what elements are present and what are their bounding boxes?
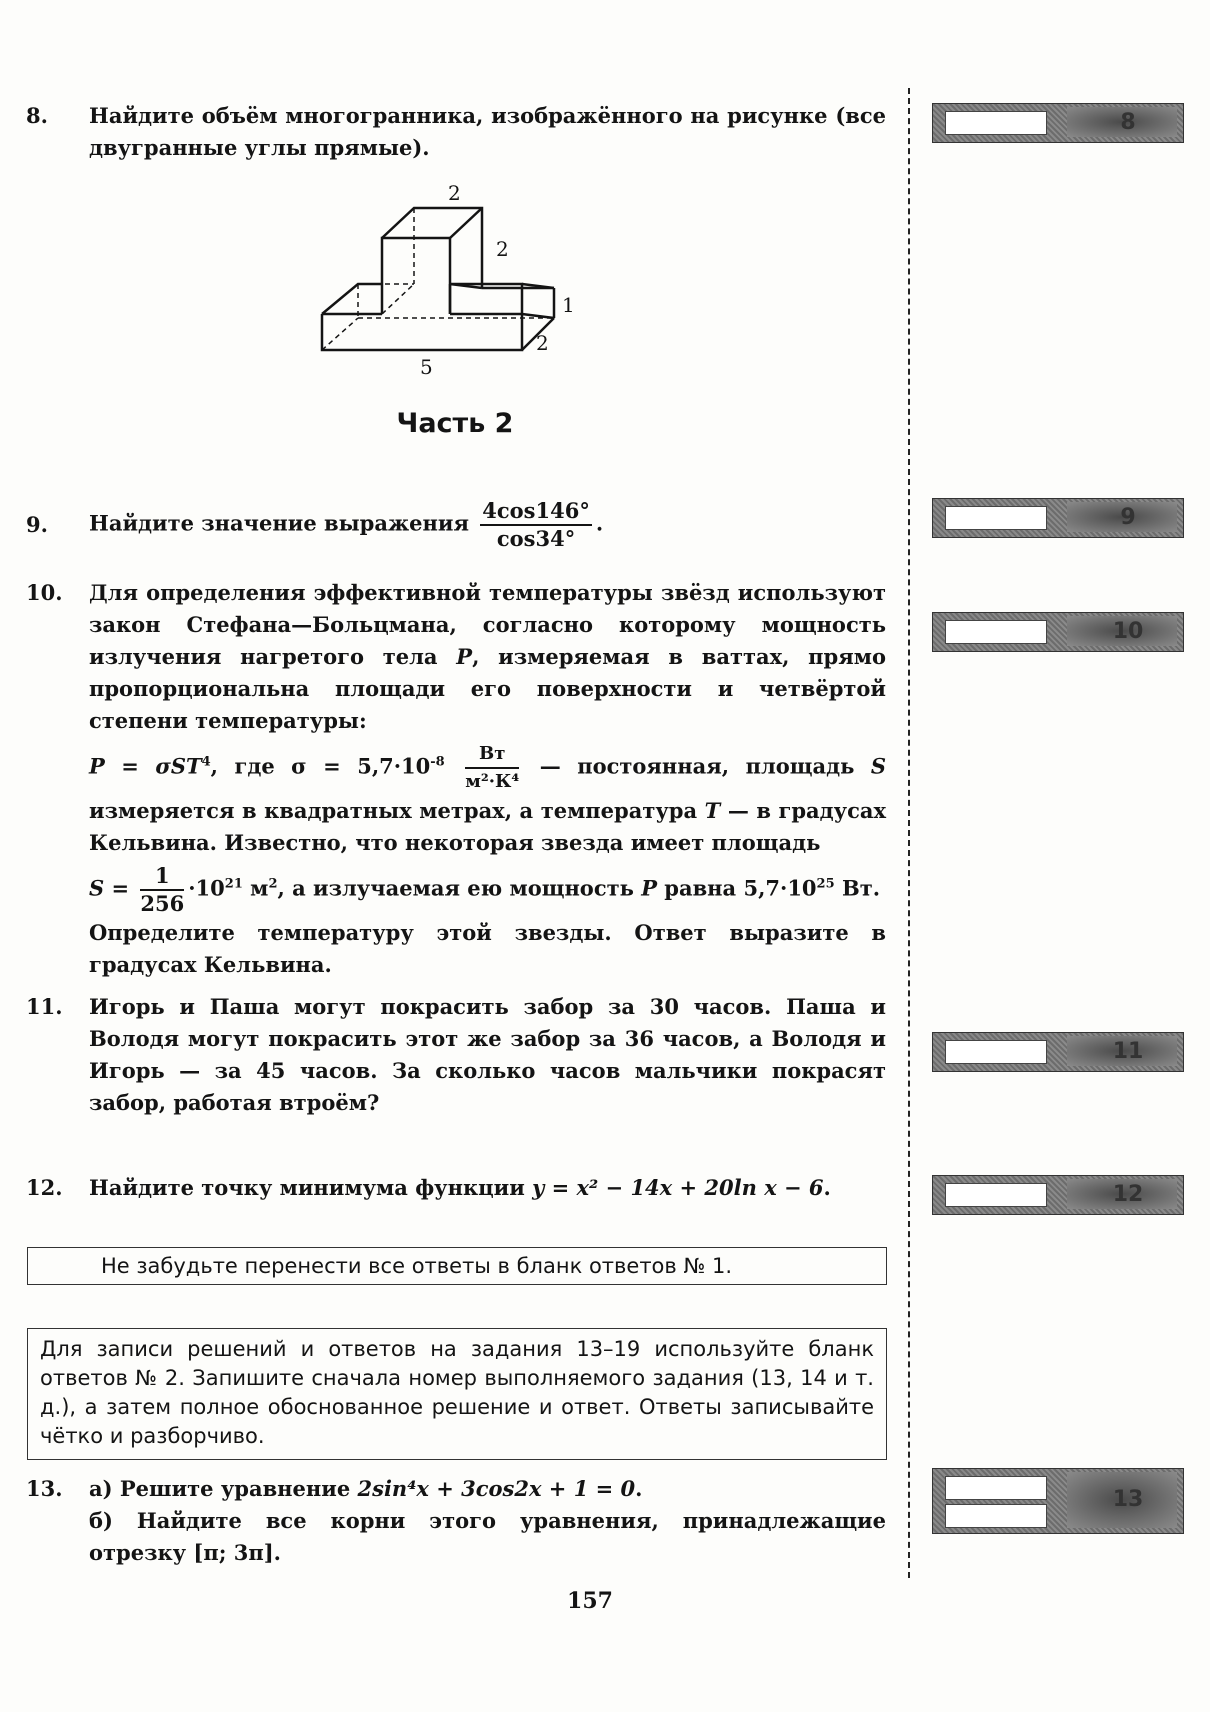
sigma-value: , где σ = 5,7·10 [210, 753, 431, 779]
var-p: P [456, 644, 473, 669]
question-9-fraction [480, 498, 592, 552]
formula-exp: 4 [201, 754, 211, 770]
question-9-label: Найдите значение выражения [89, 510, 469, 536]
polyhedron-figure [300, 176, 580, 376]
answer-box-12[interactable] [932, 1175, 1184, 1215]
question-9-number: 9. [26, 512, 48, 537]
answer-box-label: 9 [1120, 505, 1136, 530]
q10-area: измеряется в квадратных метрах, а температура [89, 798, 698, 823]
label-length: 5 [420, 355, 433, 376]
q10-power-value: равна 5,7·10 [664, 875, 817, 901]
part-2-heading: Часть 2 [396, 408, 514, 439]
sigma-exp: -8 [430, 754, 445, 770]
answer-box-10[interactable] [932, 612, 1184, 652]
question-8-number: 8. [26, 103, 48, 128]
s-unit: м [242, 875, 269, 901]
answer-box-label: 13 [1112, 1487, 1144, 1512]
q13-equation: 2sin⁴x + 3cos2x + 1 = 0 [357, 1476, 636, 1501]
question-10-text [89, 577, 886, 981]
answer-box-8[interactable] [932, 103, 1184, 143]
s-fraction [140, 863, 184, 917]
q13-a-label: а) Решите уравнение [89, 1476, 351, 1501]
var-s: S [870, 753, 886, 779]
q10-intro-cont: , измеряемая в ваттах, прямо пропорциональна площади его поверхности и четвёртой степени температуры: [89, 644, 886, 733]
fraction-numerator: 4cos146° [480, 498, 592, 526]
page-number: 157 [567, 1588, 613, 1614]
s-unit-exp: 2 [268, 876, 278, 892]
period: . [635, 1476, 643, 1501]
answer-box-11[interactable] [932, 1032, 1184, 1072]
notice-answer-form-2: Для записи решений и ответов на задания 13–19 используйте бланк ответов № 2. Запишите сначала номер выполняемого задания (13, 14 и т. д.), а затем полное обоснованное решение и ответ. Ответы записывайте чётко и разборчиво. [27, 1328, 887, 1460]
s-lhs: S = [89, 875, 130, 901]
question-10-number: 10. [26, 580, 63, 605]
label-top: 2 [448, 181, 461, 205]
fraction-denominator: cos34° [496, 526, 576, 551]
answer-box-label: 11 [1112, 1039, 1144, 1064]
p-exp: 25 [816, 876, 835, 892]
q10-power: , а излучаемая ею мощность [277, 875, 634, 901]
label-tower-height: 2 [496, 237, 509, 261]
s-numerator: 1 [140, 863, 184, 891]
label-depth: 2 [536, 331, 549, 355]
s-exp: 21 [224, 876, 243, 892]
question-11-number: 11. [26, 994, 63, 1019]
q12-label: Найдите точку минимума функции [89, 1175, 525, 1200]
question-11-text: Игорь и Паша могут покрасить забор за 30 часов. Паша и Володя могут покрасить этот же забор за 36 часов, а Володя и Игорь — за 45 часов. За сколько часов мальчики покрасят забор, работая втроём? [89, 994, 886, 1115]
q10-task: Определите температуру этой звезды. Ответ выразите в градусах Кельвина. [89, 920, 886, 977]
q10-intro: Для определения эффективной температуры звёзд используют закон Стефана—Больцмана, согласно которому мощность излучения нагретого тела [89, 580, 886, 669]
sigma-unit [465, 741, 519, 795]
answer-box-label: 8 [1120, 110, 1136, 135]
period: . [823, 1175, 831, 1200]
q13-b-text: б) Найдите все корни этого уравнения, принадлежащие отрезку [π; 3π]. [89, 1508, 886, 1565]
label-step: 1 [562, 293, 575, 317]
question-8-text: Найдите объём многогранника, изображённого на рисунке (все двугранные углы прямые). [89, 103, 886, 160]
answer-box-9[interactable] [932, 498, 1184, 538]
unit-numerator: Вт [465, 741, 519, 769]
q10-known: — в градусах Кельвина. Известно, что некоторая звезда имеет площадь [89, 798, 886, 855]
q10-const: — постоянная, площадь [539, 753, 855, 779]
var-t: T [704, 798, 721, 823]
question-12-number: 12. [26, 1175, 63, 1200]
period: . [595, 510, 604, 536]
notice-answer-form-1: Не забудьте перенести все ответы в бланк ответов № 1. [27, 1247, 887, 1285]
cut-line [908, 88, 910, 1578]
q12-formula: y = x² − 14x + 20ln x − 6 [532, 1175, 824, 1200]
stefan-formula: P = σST [89, 753, 202, 779]
answer-box-label: 10 [1112, 619, 1144, 644]
question-13-text [89, 1473, 886, 1569]
s-power: ·10 [188, 875, 225, 901]
answer-box-13[interactable] [932, 1468, 1184, 1534]
var-p-2: P [641, 875, 657, 901]
q10-watt: Вт. [834, 875, 881, 901]
question-13-number: 13. [26, 1476, 63, 1501]
answer-box-label: 12 [1112, 1182, 1144, 1207]
question-12-text [89, 1172, 886, 1204]
question-9-text [89, 498, 886, 552]
unit-denominator: м²·К⁴ [465, 771, 520, 792]
s-denominator: 256 [140, 891, 185, 916]
